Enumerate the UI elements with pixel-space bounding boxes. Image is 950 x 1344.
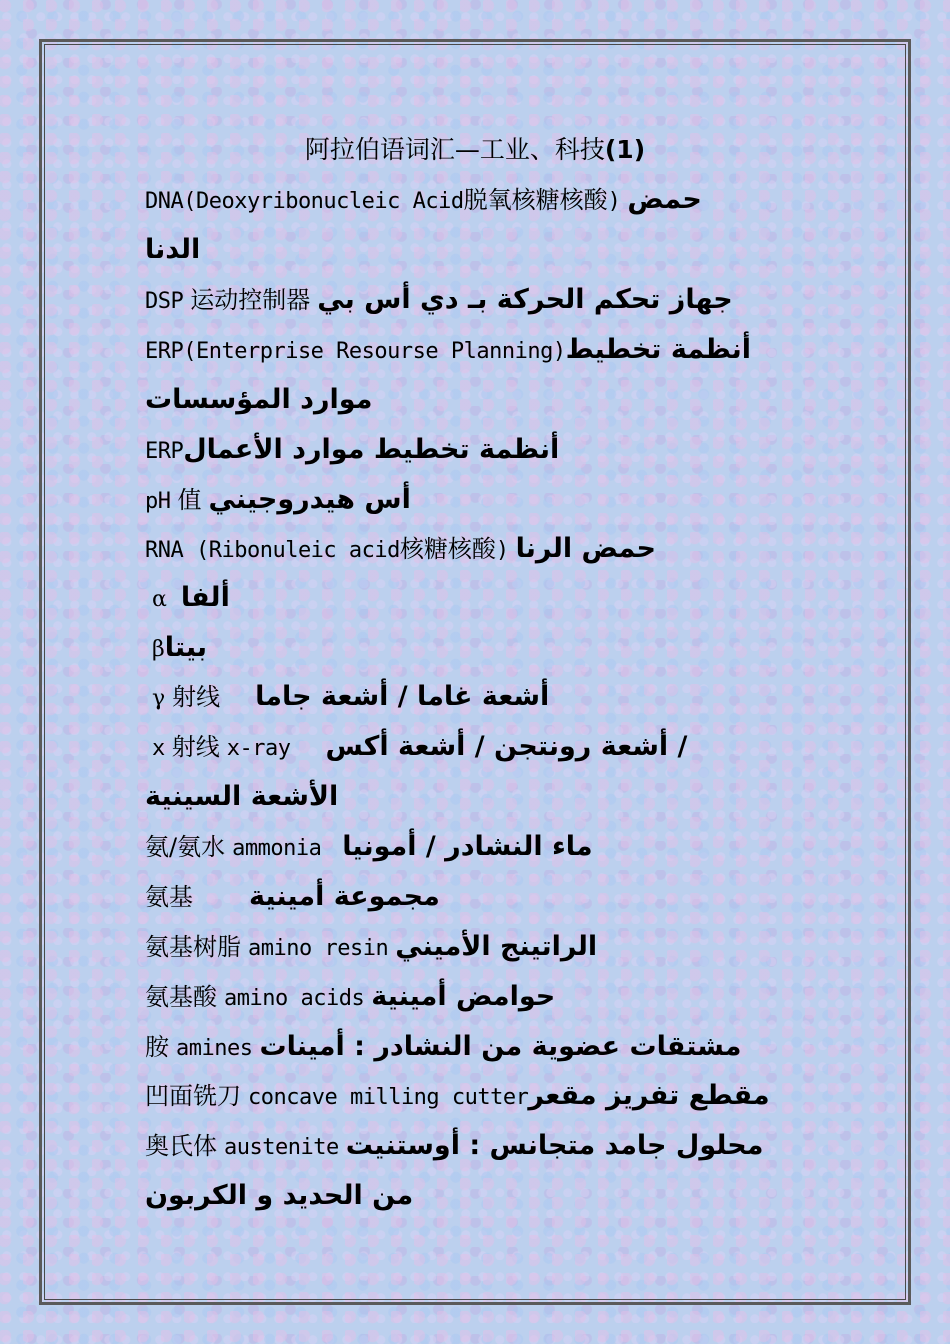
entry-code: ERP [145,439,184,464]
entry-line [145,529,656,569]
entry-arabic: الدنا [145,234,201,265]
entry-chinese: 射线 [172,683,221,711]
entry-arabic: أشعة غاما / أشعة جاما [255,681,550,712]
entry-line [145,1126,763,1166]
entry-symbol: x [152,736,165,761]
entry-line [145,430,559,470]
entry-arabic: أس هيدروجيني [208,484,411,515]
entry-arabic: مقطع تفريز مقعر [528,1080,770,1111]
entry-arabic: حوامض أمينية [371,981,556,1012]
entry-chinese: 奥氏体 [145,1132,217,1160]
entry-arabic: ألفا [180,582,230,613]
entry-code: DNA(Deoxyribonucleic Acid [145,189,464,214]
entry-code: DSP [145,289,184,314]
entry-line [145,877,440,917]
entry-line [145,1076,770,1116]
entry-line [145,330,751,370]
entry-line [145,578,230,618]
entry-line [145,230,200,270]
entry-symbol: γ [152,686,166,711]
entry-arabic: الأشعة السينية [145,781,339,812]
entry-line [145,1176,413,1216]
entry-chinese: 氨/氨水 [145,833,226,861]
entry-code: amino resin [248,936,389,961]
entry-code: x-ray [226,736,291,761]
entry-code: amino acids [224,986,365,1011]
entry-arabic: محلول جامد متجانس : أوستنيت [345,1130,764,1161]
entry-line [145,827,593,867]
entry-code: ammonia [232,836,322,861]
entry-chinese: 凹面铣刀 [145,1082,241,1110]
entry-line [145,1027,741,1067]
entry-arabic: الراتينج الأميني [395,931,598,962]
entry-line [145,777,338,817]
entry-line [145,677,549,717]
entry-code: RNA (Ribonuleic acid [145,538,400,563]
entry-arabic: حمض الرنا [515,533,656,564]
entry-arabic: حمض [627,184,702,215]
entry-line [145,380,372,420]
document-title [0,132,950,168]
entry-line [145,727,687,767]
entry-line [145,628,207,668]
title-text: 阿拉伯语词汇—工业、科技 [304,135,605,164]
entry-arabic: من الحديد و الكربون [145,1180,414,1211]
entry-line [145,280,733,320]
entry-code: austenite [224,1135,339,1160]
entry-chinese: 氨基树脂 [145,933,241,961]
entry-code: amines [176,1036,253,1061]
entry-arabic: مشتقات عضوية من النشادر : أمينات [259,1031,742,1062]
entry-line [145,480,411,520]
entry-chinese: 脱氧核糖核酸 [463,186,608,214]
entry-chinese: 氨基 [145,883,193,911]
entry-paren: ) [607,189,621,214]
entry-arabic: جهاز تحكم الحركة بـ دي أس بي [317,284,733,315]
entry-arabic: أنظمة تخطيط [565,334,751,365]
entry-arabic: أنظمة تخطيط موارد الأعمال [183,434,560,465]
entry-chinese: 射线 [171,733,220,761]
entry-paren: ) [495,538,509,563]
entry-arabic: ماء النشادر / أمونيا [342,831,593,862]
entry-arabic: مجموعة أمينية [248,881,440,912]
entry-symbol: β [152,637,165,662]
title-number: (1) [604,135,646,164]
entry-arabic: / أشعة رونتجن / أشعة أكس [325,731,688,762]
entry-chinese: 值 [177,486,202,514]
entry-line [145,927,597,967]
entry-line [145,977,555,1017]
entry-arabic: بيتا [164,632,208,663]
entry-chinese: 运动控制器 [190,286,311,314]
entry-code: ERP(Enterprise Resourse Planning) [145,339,566,364]
entry-code: concave milling cutter [248,1085,529,1110]
entry-arabic: موارد المؤسسات [145,384,373,415]
entry-symbol: α [152,587,167,612]
entry-code: pH [145,489,171,514]
entry-line [145,180,702,220]
entry-chinese: 核糖核酸 [399,535,496,563]
entry-chinese: 胺 [145,1033,169,1061]
entry-chinese: 氨基酸 [145,983,217,1011]
